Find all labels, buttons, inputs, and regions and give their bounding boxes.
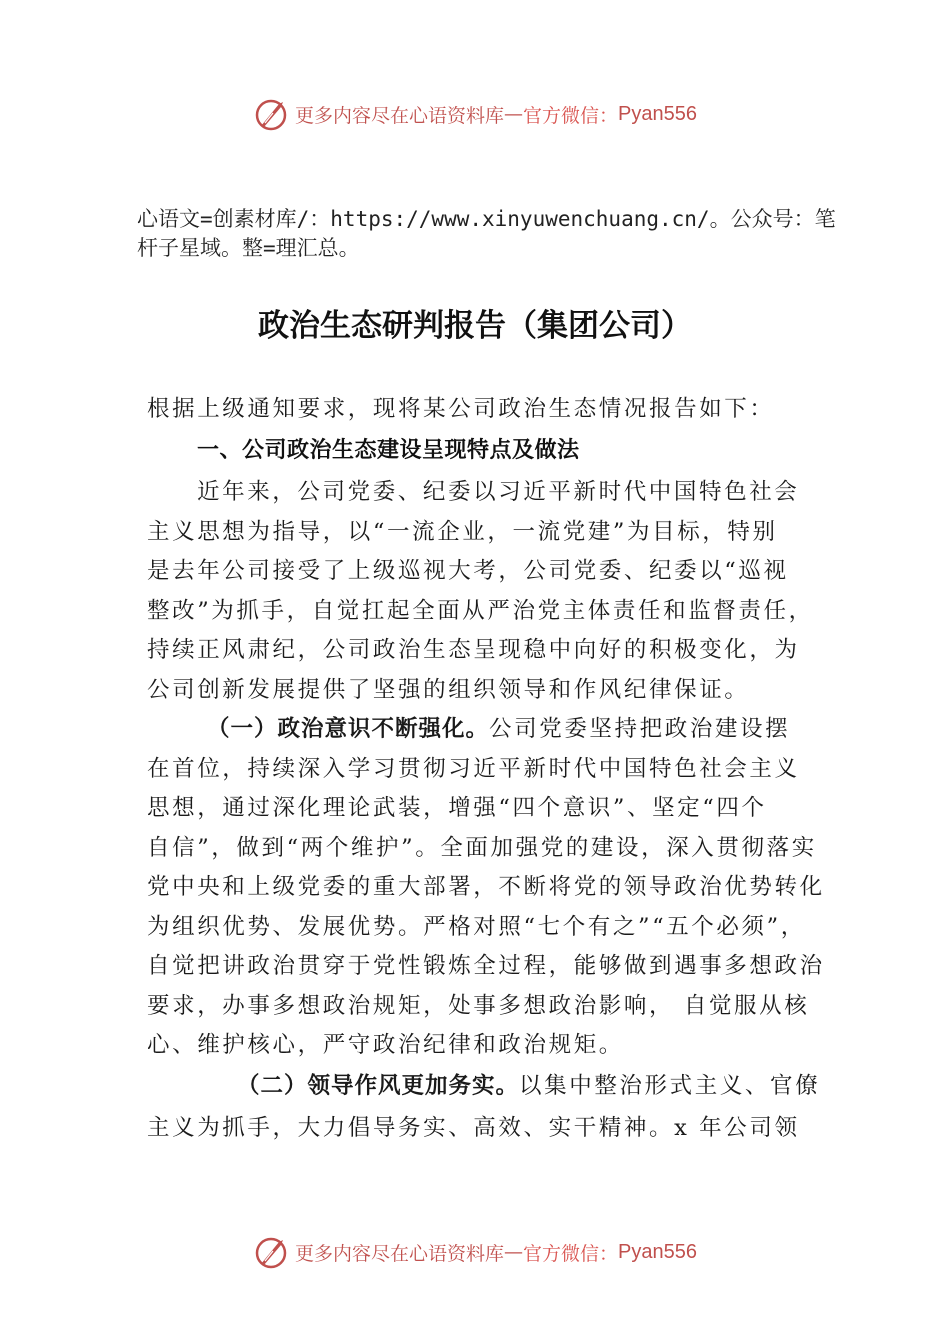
- paragraph-line: 自觉把讲政治贯穿于党性锻炼全过程，能够做到遇事多想政治: [147, 953, 825, 979]
- watermark-wechat-label: 官方微信：: [523, 104, 619, 127]
- subsection-1-first-line: [207, 711, 790, 743]
- source-note: 心语文=创素材库/：https://www.xinyuwenchuang.cn/。公众号：笔杆子星域。整=理汇总。: [137, 207, 836, 260]
- quill-logo-icon: [253, 96, 289, 132]
- paragraph-line: 为组织优势、发展优势。严格对照“七个有之”“五个必须”，: [147, 914, 806, 940]
- paragraph-line: 持续正风肃纪，公司政治生态呈现稳中向好的积极变化，为: [147, 637, 800, 663]
- watermark-dash: —: [504, 103, 524, 125]
- watermark-banner-top: [0, 92, 950, 136]
- page-title: 政治生态研判报告（集团公司）: [258, 308, 692, 344]
- paragraph-line: 是去年公司接受了上级巡视大考，公司党委、纪委以“巡视: [147, 558, 789, 584]
- subsection-2-lead: 以集中整治形式主义、官僚: [519, 1073, 821, 1099]
- paragraph-line: 党中央和上级党委的重大部署，不断将党的领导政治优势转化: [147, 874, 825, 900]
- paragraph-line: 要求，办事多想政治规矩，处事多想政治影响， 自觉服从核: [147, 993, 810, 1019]
- watermark-wechat-id: Pyan556: [618, 1240, 697, 1263]
- subsection-heading-1: （一）政治意识不断强化。: [207, 716, 490, 742]
- watermark-wechat-label: 官方微信：: [523, 1242, 619, 1265]
- watermark-wechat-id: Pyan556: [618, 102, 697, 125]
- paragraph-line: 主义思想为指导，以“一流企业，一流党建”为目标，特别: [147, 519, 778, 545]
- paragraph-line: 自信”，做到“两个维护”。全面加强党的建设，深入贯彻落实: [147, 835, 817, 861]
- watermark-banner-bottom: [0, 1230, 950, 1274]
- quill-logo-icon: [253, 1234, 289, 1270]
- paragraph-line: 主义为抓手，大力倡导务实、高效、实干精神。x 年公司领: [147, 1115, 800, 1141]
- intro-paragraph: 根据上级通知要求，现将某公司政治生态情况报告如下：: [147, 396, 775, 422]
- paragraph-line: 公司创新发展提供了坚强的组织领导和作风纪律保证。: [147, 677, 750, 703]
- paragraph-line: 整改”为抓手，自觉扛起全面从严治党主体责任和监督责任，: [147, 598, 814, 624]
- subsection-heading-2: （二）领导作风更加务实。: [237, 1073, 520, 1099]
- subsection-2-first-line: [237, 1068, 820, 1100]
- subsection-1-lead: 公司党委坚持把政治建设摆: [489, 716, 791, 742]
- watermark-main-text: 更多内容尽在心语资料库: [295, 1242, 505, 1265]
- watermark-dash: —: [504, 1241, 524, 1263]
- paragraph-line: 心、维护核心，严守政治纪律和政治规矩。: [147, 1032, 624, 1058]
- paragraph-line: 在首位，持续深入学习贯彻习近平新时代中国特色社会主义: [147, 756, 800, 782]
- watermark-main-text: 更多内容尽在心语资料库: [295, 104, 505, 127]
- paragraph-line: 近年来，公司党委、纪委以习近平新时代中国特色社会: [197, 479, 800, 505]
- paragraph-line: 思想，通过深化理论武装，增强“四个意识”、坚定“四个: [147, 795, 767, 821]
- section-heading-1: 一、公司政治生态建设呈现特点及做法: [197, 438, 580, 463]
